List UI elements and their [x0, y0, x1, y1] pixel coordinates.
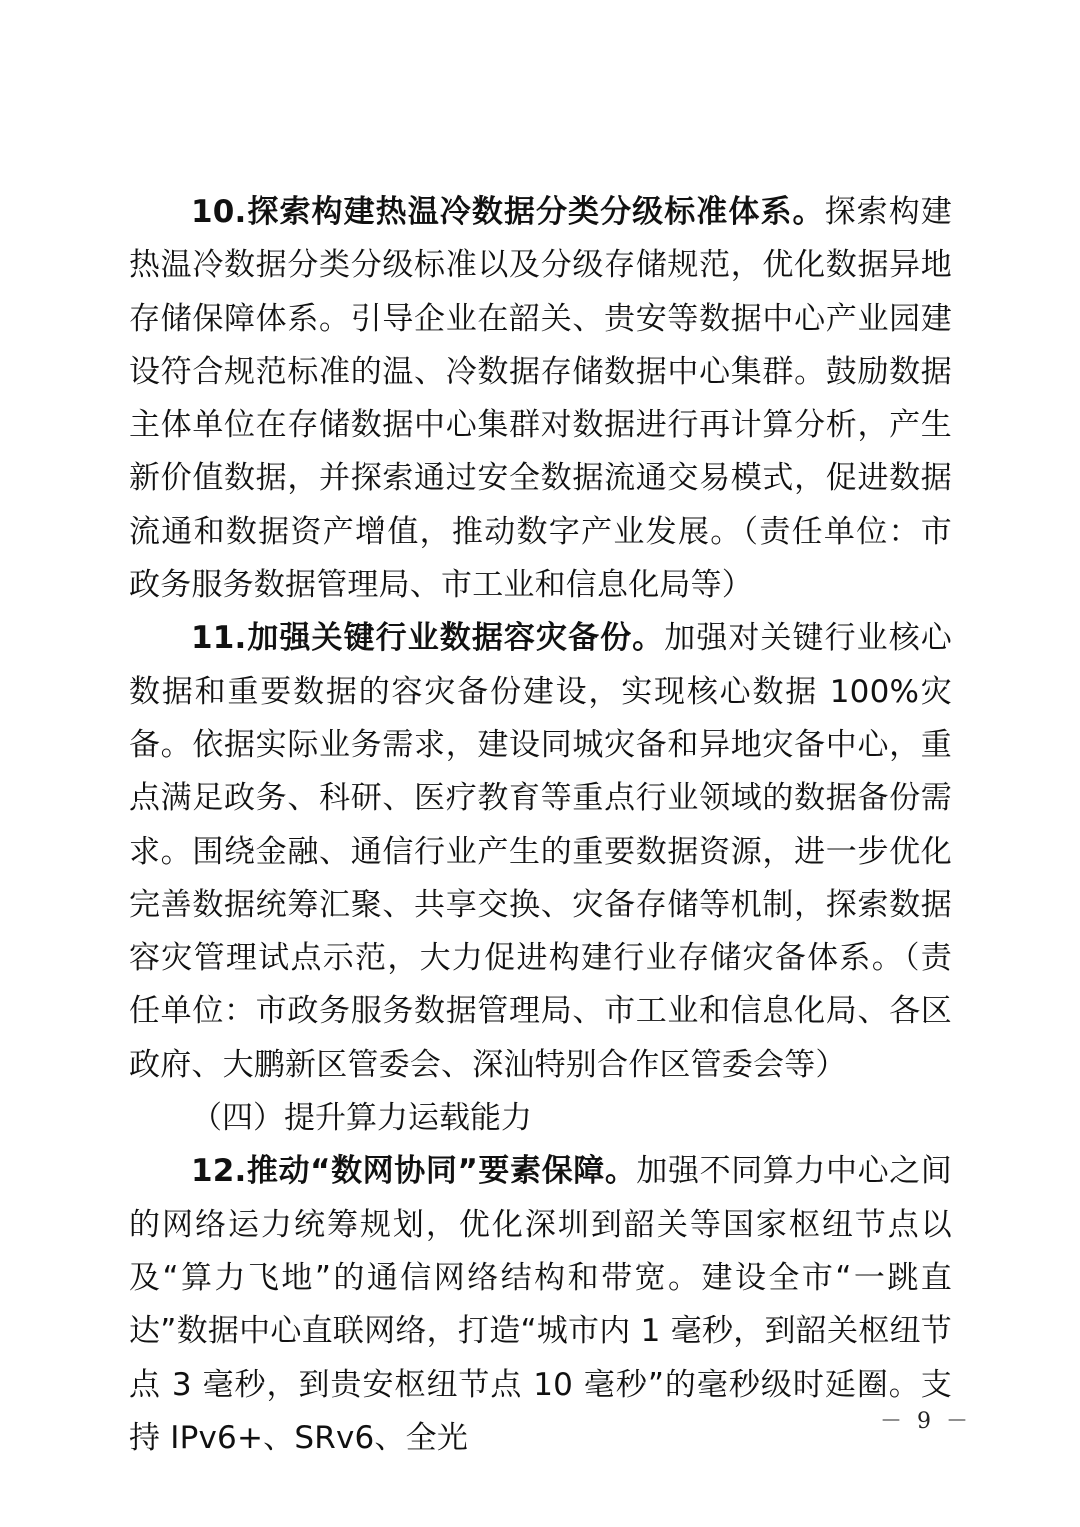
paragraph-item-11: [129, 612, 952, 1092]
item-10-body: 探索构建热温冷数据分类分级标准以及分级存储规范，优化数据异地存储保障体系。引导企业在韶关、贵安等数据中心产业园建设符合规范标准的温、冷数据存储数据中心集群。鼓励数据主体单位在存储数据中心集群对数据进行再计算分析，产生新价值数据，并探索通过安全数据流通交易模式，促进数据流通和数据资产增值，推动数字产业发展。（责任单位：市政务服务数据管理局、市工业和信息化局等）: [129, 194, 952, 604]
item-11-body: 加强对关键行业核心数据和重要数据的容灾备份建设，实现核心数据 100%灾备。依据实际业务需求，建设同城灾备和异地灾备中心，重点满足政务、科研、医疗教育等重点行业领域的数据备份需求。围绕金融、通信行业产生的重要数据资源，进一步优化完善数据统筹汇聚、共享交换、灾备存储等机制，探索数据容灾管理试点示范，大力促进构建行业存储灾备体系。（责任单位：市政务服务数据管理局、市工业和信息化局、各区政府、大鹏新区管委会、深汕特别合作区管委会等）: [129, 620, 952, 1083]
paragraph-item-12: [129, 1145, 952, 1465]
item-11-heading: 11.加强关键行业数据容灾备份。: [191, 620, 665, 657]
section-title: （四）提升算力运载能力: [191, 1100, 532, 1137]
item-12-body: 加强不同算力中心之间的网络运力统筹规划，优化深圳到韶关等国家枢纽节点以及“算力飞地”的通信网络结构和带宽。建设全市“一跳直达”数据中心直联网络，打造“城市内 1 毫秒，到韶关枢纽节点 3 毫秒，到贵安枢纽节点 10 毫秒”的毫秒级时延圈。支持 IPv6+、SRv6、全光: [129, 1153, 952, 1456]
document-body: [129, 186, 952, 1465]
paragraph-item-10: [129, 186, 952, 612]
page-number: － 9 －: [880, 1409, 972, 1434]
item-10-heading: 10.探索构建热温冷数据分类分级标准体系。: [191, 194, 825, 230]
item-12-heading: 12.推动“数网协同”要素保障。: [191, 1153, 637, 1190]
